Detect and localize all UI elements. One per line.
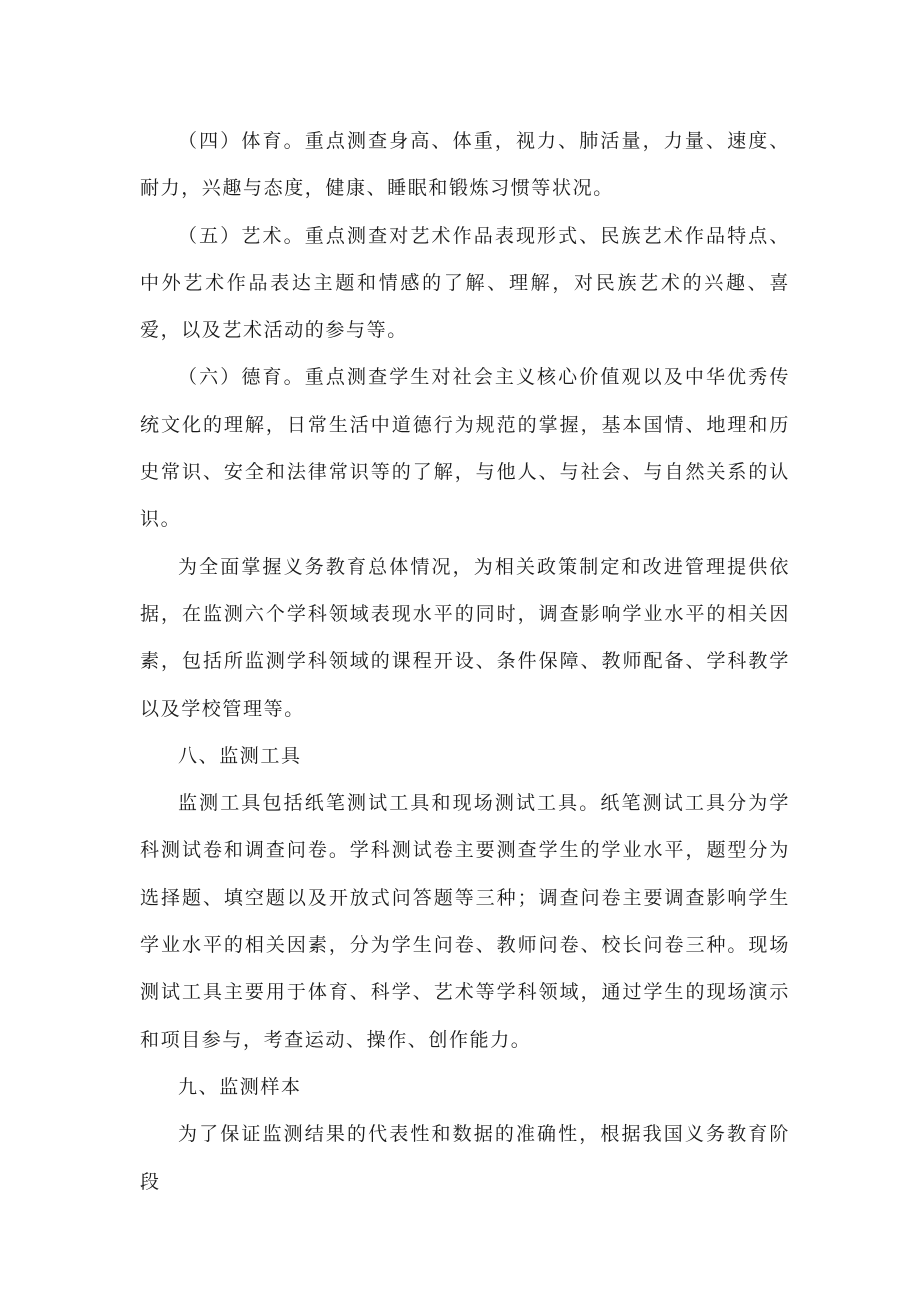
section-heading-monitoring-sample: 九、监测样本 (178, 1075, 302, 1098)
paragraph-sports: （四）体育。重点测查身高、体重，视力、肺活量，力量、速度、耐力，兴趣与态度，健康、睡眠和锻炼习惯等状况。 (140, 130, 790, 200)
document-body (140, 118, 790, 1206)
section-heading-monitoring-tools: 八、监测工具 (178, 744, 302, 767)
paragraph-art: （五）艺术。重点测查对艺术作品表现形式、民族艺术作品特点、中外艺术作品表达主题和情感的了解、理解，对民族艺术的兴趣、喜爱，以及艺术活动的参与等。 (140, 224, 790, 342)
paragraph-monitoring-sample: 为了保证监测结果的代表性和数据的准确性，根据我国义务教育阶段 (140, 1123, 790, 1193)
paragraph-moral-education: （六）德育。重点测查学生对社会主义核心价值观以及中华优秀传统文化的理解，日常生活中道德行为规范的掌握，基本国情、地理和历史常识、安全和法律常识等的了解，与他人、与社会、与自然关系的认识。 (140, 366, 790, 531)
paragraph-overall-survey: 为全面掌握义务教育总体情况，为相关政策制定和改进管理提供依据，在监测六个学科领域表现水平的同时，调查影响学业水平的相关因素，包括所监测学科领域的课程开设、条件保障、教师配备、学科教学以及学校管理等。 (140, 555, 790, 720)
paragraph-monitoring-tools: 监测工具包括纸笔测试工具和现场测试工具。纸笔测试工具分为学科测试卷和调查问卷。学科测试卷主要测查学生的学业水平，题型分为选择题、填空题以及开放式问答题等三种；调查问卷主要调查影响学生学业水平的相关因素，分为学生问卷、教师问卷、校长问卷三种。现场测试工具主要用于体育、科学、艺术等学科领域，通过学生的现场演示和项目参与，考查运动、操作、创作能力。 (140, 792, 790, 1051)
